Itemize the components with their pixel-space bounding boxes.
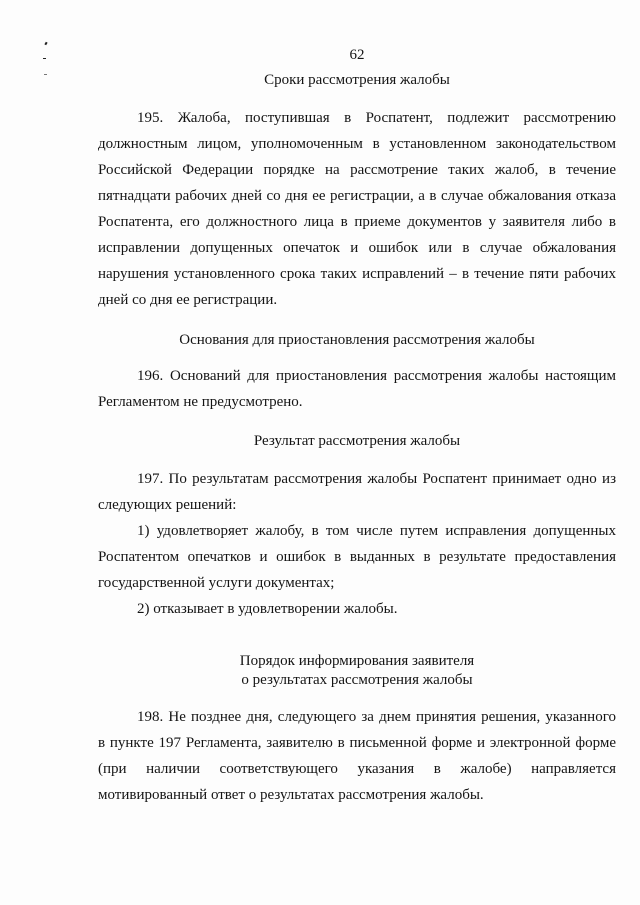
scan-mark: [44, 42, 47, 46]
paragraph-line: в пункте 197 Регламента, заявителю в письменной форме и электронной форме: [98, 735, 616, 751]
section-heading: Сроки рассмотрения жалобы: [264, 72, 450, 88]
paragraph-line: 2) отказывает в удовлетворении жалобы.: [137, 601, 398, 617]
paragraph-197: [98, 466, 616, 518]
paragraph-line: должностным лицом, уполномоченным в установленном законодательством: [98, 136, 616, 152]
paragraph-line: исправлении допущенных опечаток и ошибок или в случае обжалования: [98, 240, 616, 256]
paragraph-196: [98, 363, 616, 415]
paragraph-line: государственной услуги документах;: [98, 575, 335, 591]
section-heading: Основания для приостановления рассмотрения жалобы: [179, 332, 535, 348]
paragraph-line: нарушения установленного срока таких исправлений – в течение пяти рабочих: [98, 266, 616, 282]
paragraph-198: [98, 704, 616, 808]
paragraph-line: мотивированный ответ о результатах рассмотрения жалобы.: [98, 787, 484, 803]
paragraph-line: 196. Оснований для приостановления рассмотрения жалобы настоящим: [137, 368, 616, 384]
scan-mark: [43, 58, 46, 59]
paragraph-line: 197. По результатам рассмотрения жалобы Роспатент принимает одно из: [137, 471, 616, 487]
paragraph-line: 198. Не позднее дня, следующего за днем принятия решения, указанного: [137, 709, 616, 725]
paragraph-line: Роспатентом опечатков и ошибок в выданных в результате предоставления: [98, 549, 616, 565]
paragraph-line: пятнадцати рабочих дней со дня ее регистрации, а в случае обжалования отказа: [98, 188, 616, 204]
section-heading-line: Порядок информирования заявителя: [239, 653, 475, 669]
paragraph-line: Регламентом не предусмотрено.: [98, 394, 303, 410]
paragraph-line: Роспатента, его должностного лица в приеме документов у заявителя либо в: [98, 214, 616, 230]
paragraph-line: 195. Жалоба, поступившая в Роспатент, подлежит рассмотрению: [137, 110, 616, 126]
paragraph-195: [98, 105, 616, 313]
page-number: 62: [349, 47, 365, 63]
section-heading: [98, 652, 616, 690]
section-heading-line: о результатах рассмотрения жалобы: [241, 672, 473, 688]
paragraph-line: 1) удовлетворяет жалобу, в том числе путем исправления допущенных: [137, 523, 616, 539]
paragraph-line: дней со дня ее регистрации.: [98, 292, 278, 308]
paragraph-line: следующих решений:: [98, 497, 237, 513]
list-item-2: [98, 596, 616, 622]
paragraph-line: Российской Федерации порядке на рассмотрение таких жалоб, в течение: [98, 162, 616, 178]
paragraph-line: (при наличии соответствующего указания в жалобе) направляется: [98, 761, 616, 777]
scan-mark: [44, 74, 47, 75]
section-heading: Результат рассмотрения жалобы: [253, 433, 461, 449]
list-item-1: [98, 518, 616, 596]
